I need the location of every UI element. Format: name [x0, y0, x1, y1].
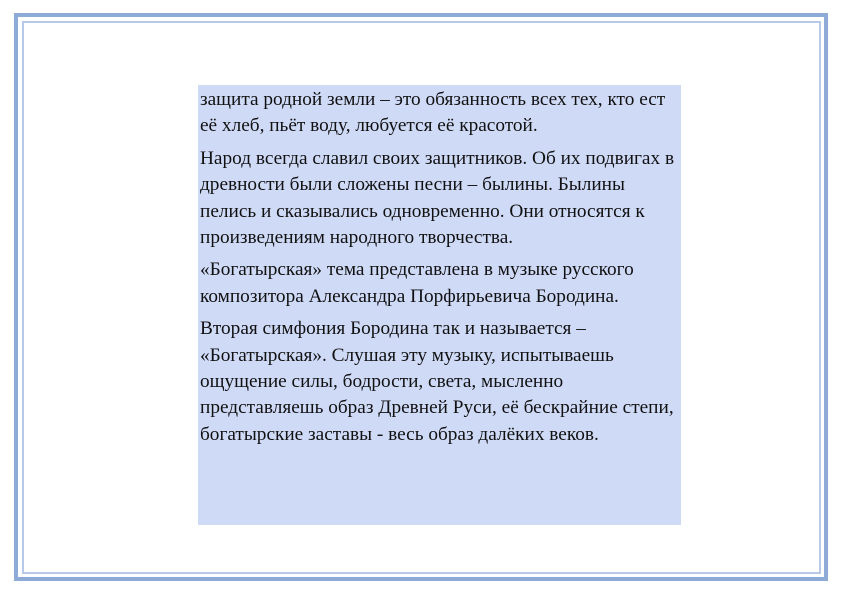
text-box — [198, 85, 681, 525]
paragraph-bylinas: Народ всегда славил своих защитников. Об их подвигах в древности были сложены песни – былины. Былины пелись и сказывались одновременно. Они относятся к произведениям народного творчества. — [200, 147, 675, 249]
paragraph-defense: защита родной земли – это обязанность всех тех, кто ест её хлеб, пьёт воду, любуется её красотой. — [200, 89, 666, 137]
paragraph-second-symphony: Вторая симфония Бородина так и называется – «Богатырская». Слушая эту музыку, испытываешь ощущение силы, бодрости, света, мысленно представляешь образ Древней Руси, её бескрайние степи, богатырские заставы - весь образ далёких веков. — [200, 318, 674, 445]
paragraph-borodin-theme: «Богатырская» тема представлена в музыке русского композитора Александра Порфирьевича Бородина. — [200, 259, 634, 307]
